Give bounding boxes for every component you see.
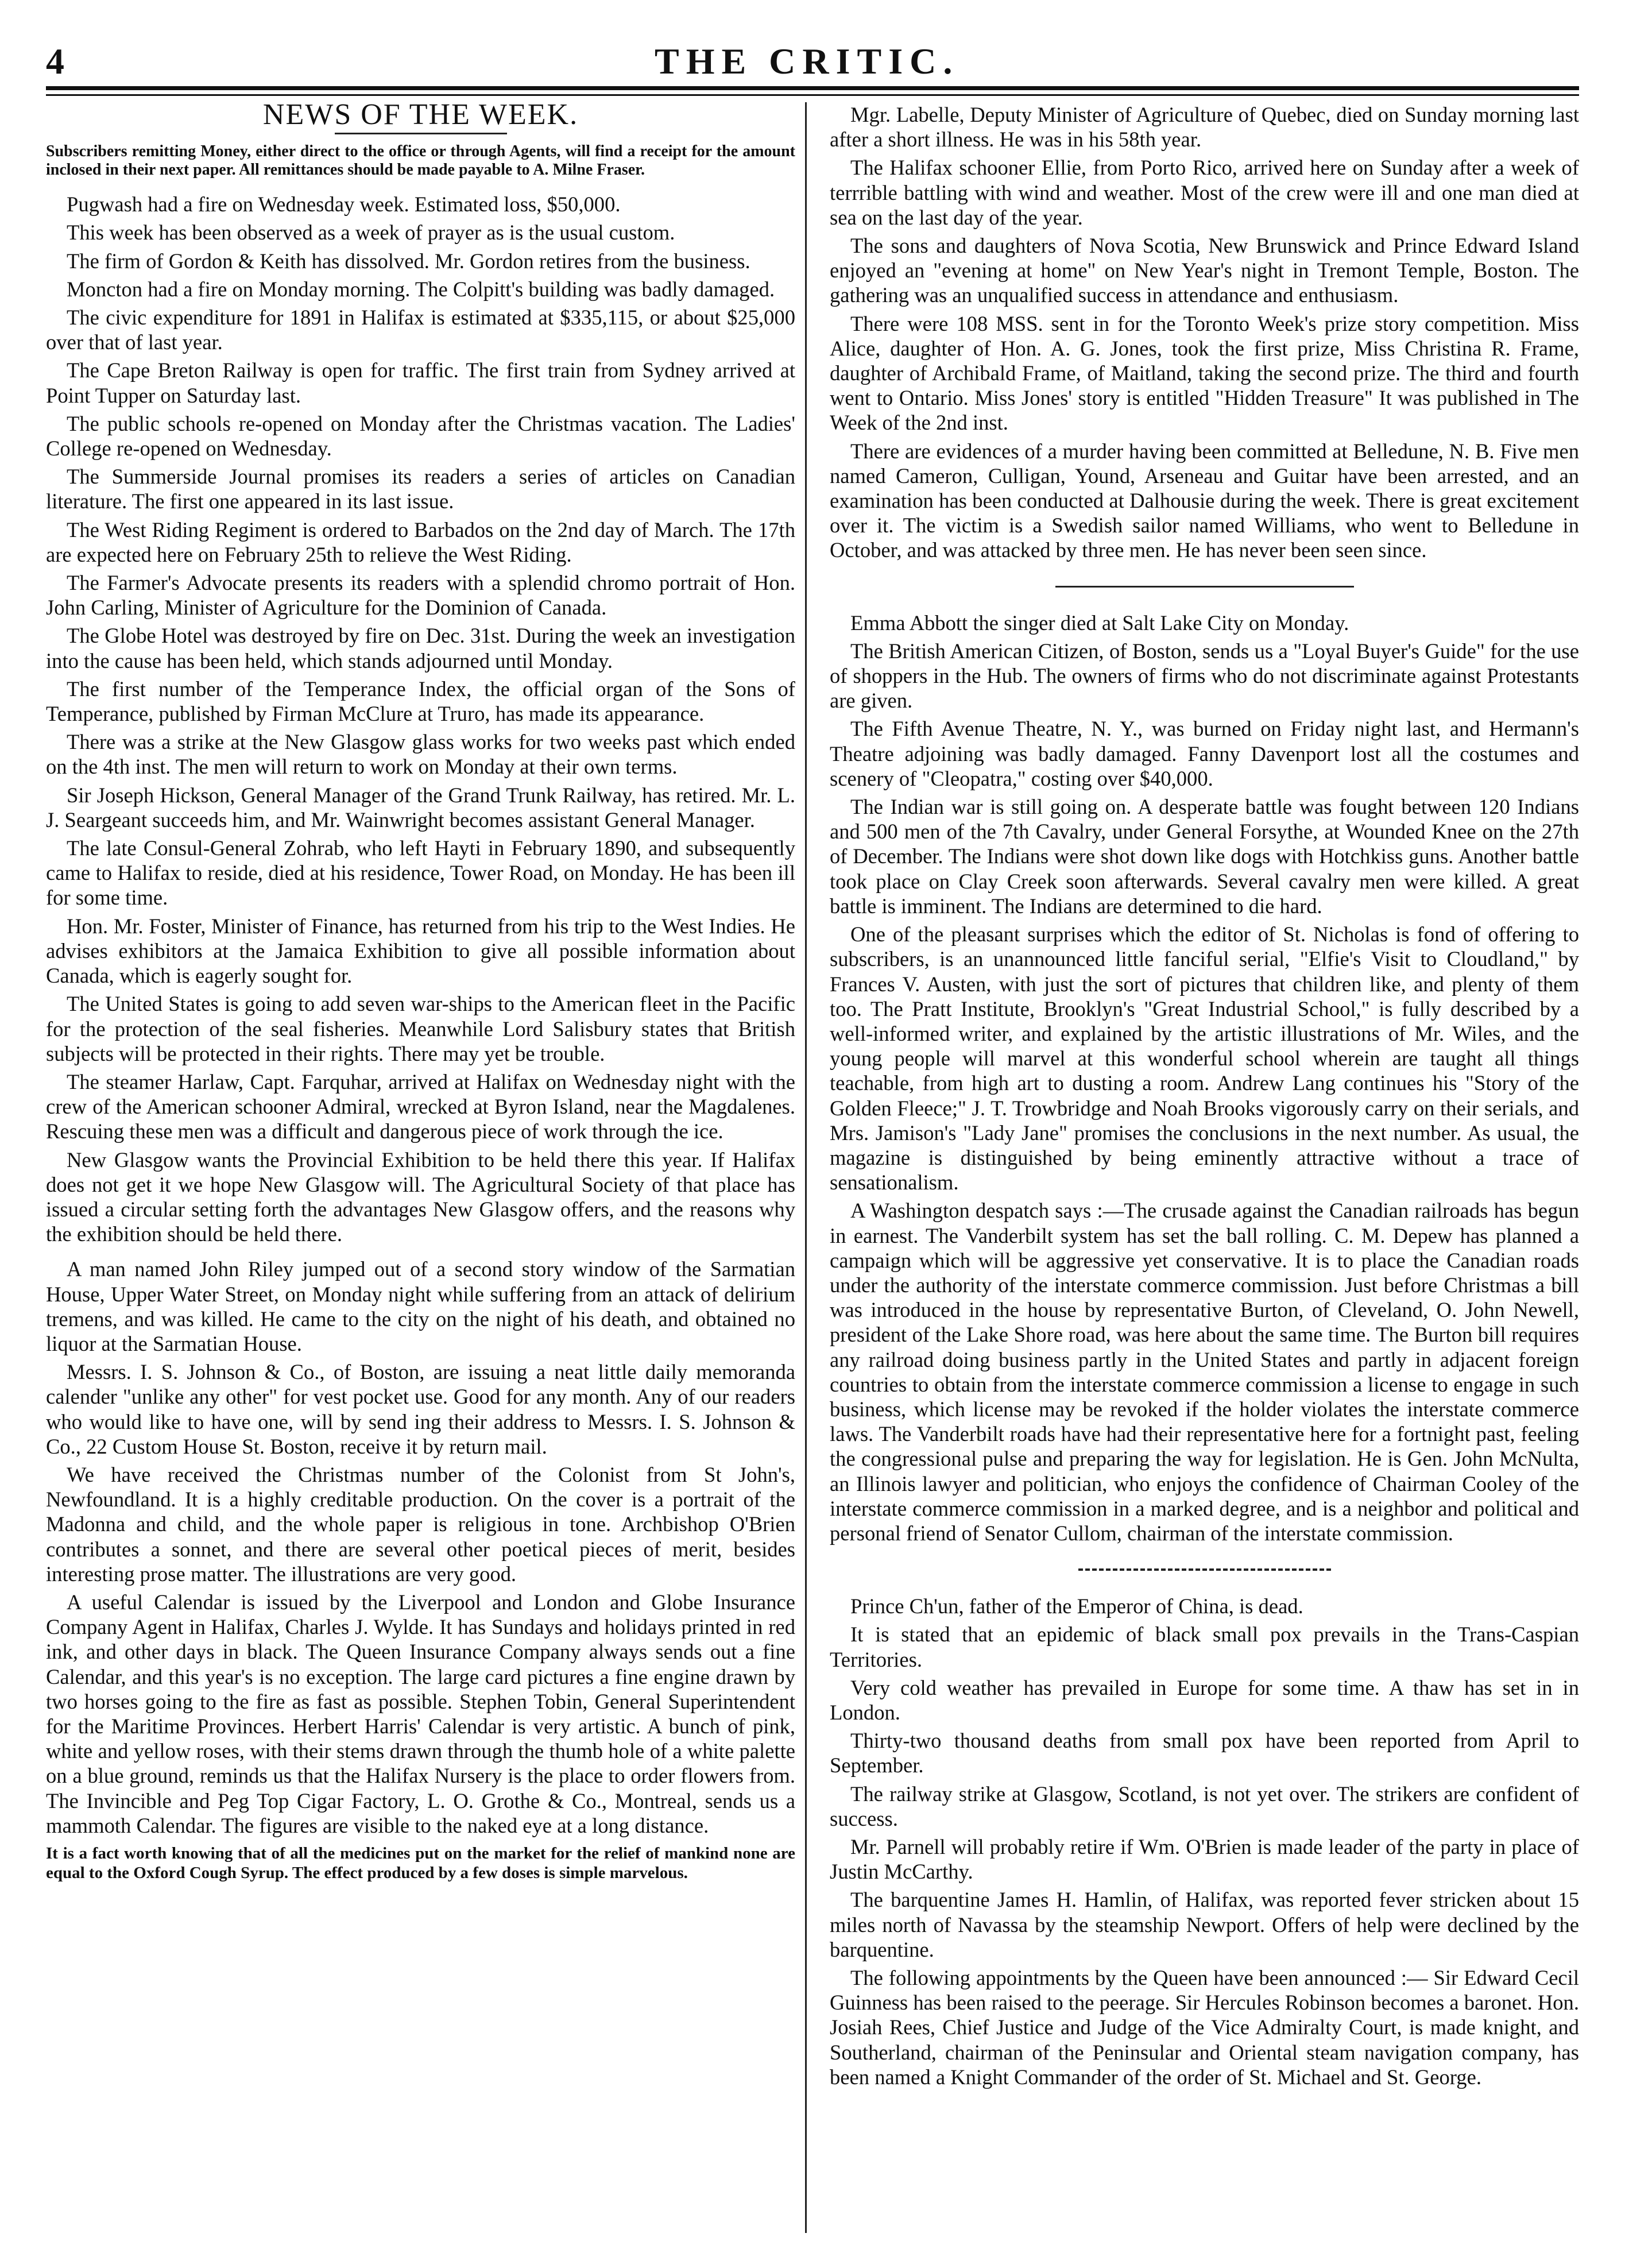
news-item: Moncton had a fire on Monday morning. The Colpitt's building was badly damaged. bbox=[67, 277, 775, 301]
section-separator bbox=[1055, 586, 1354, 588]
news-item: This week has been observed as a week of prayer as is the usual custom. bbox=[67, 221, 675, 245]
news-item: The Halifax schooner Ellie, from Porto Rico, arrived here on Sunday after a week of terrrible battling with wind and weather. Most of the crew were ill and one man died at sea on the last day of the year. bbox=[830, 156, 1579, 229]
left-column bbox=[46, 98, 795, 1899]
news-item: The civic expenditure for 1891 in Halifax is estimated at $335,115, or about $25,000 over that of last year. bbox=[46, 306, 795, 354]
advertisement-note: It is a fact worth knowing that of all the medicines put on the market for the relief of mankind none are equal to the Oxford Cough Syrup. The effect produced by a few doses is simple marvelous. bbox=[46, 1844, 795, 1882]
news-item: The sons and daughters of Nova Scotia, New Brunswick and Prince Edward Island enjoyed an "evening at home" on New Year's night in Tremont Temple, Boston. The gathering was an unqualified success in attendance and enthusiasm. bbox=[830, 234, 1579, 307]
title-rule bbox=[335, 133, 507, 134]
news-item: The late Consul-General Zohrab, who left Hayti in February 1890, and subsequently came to Halifax to reside, died at his residence, Tower Road, on Monday. He has been ill for some time. bbox=[46, 836, 795, 910]
news-item: The firm of Gordon & Keith has dissolved. Mr. Gordon retires from the business. bbox=[67, 249, 750, 273]
news-item: The British American Citizen, of Boston, sends us a "Loyal Buyer's Guide" for the use of shoppers in the Hub. The owners of firms who do not discriminate against Protestants are given. bbox=[830, 639, 1579, 713]
news-item: Hon. Mr. Foster, Minister of Finance, has returned from his trip to the West Indies. He advises exhibitors at the Jamaica Exhibition to give all possible information about Canada, which is eagerly sought for. bbox=[46, 914, 795, 988]
news-item: The Indian war is still going on. A desperate battle was fought between 120 Indians and 500 men of the 7th Cavalry, under General Forsythe, at Wounded Knee on the 27th of December. The Indians were shot down like dogs with Hotchkiss guns. Another battle took place on Clay Creek soon afterwards. Several cavalry men were killed. A great battle is imminent. The Indians are determined to die hard. bbox=[830, 795, 1579, 918]
news-item: A man named John Riley jumped out of a second story window of the Sarmatian House, Upper Water Street, on Monday night while suffering from an attack of delirium tremens, and was killed. He came to the city on the night of his death, and obtained no liquor at the Sarmatian House. bbox=[46, 1257, 795, 1355]
news-item: There were 108 MSS. sent in for the Toronto Week's prize story competition. Miss Alice, daughter of Hon. A. G. Jones, took the first prize, Miss Christina R. Frame, daughter of Archibald Frame, of Maitland, taking the second prize. The third and fourth went to Ontario. Miss Jones' story is entitled "Hidden Treasure" It was published in The Week of the 2nd inst. bbox=[830, 311, 1579, 435]
column-divider bbox=[805, 102, 807, 2233]
masthead bbox=[46, 40, 1579, 98]
section-title: NEWS OF THE WEEK. bbox=[262, 98, 579, 131]
news-item: Messrs. I. S. Johnson & Co., of Boston, are issuing a neat little daily memoranda calender "unlike any other" for vest pocket use. Good for any month. Any of our readers who would like to have one, will by send ing their address to Messrs. I. S. Johnson & Co., 22 Custom House St. Boston, receive it by return mail. bbox=[46, 1360, 795, 1458]
masthead-rule bbox=[46, 86, 1579, 90]
news-item: Mr. Parnell will probably retire if Wm. O'Brien is made leader of the party in place of Justin McCarthy. bbox=[830, 1835, 1579, 1884]
news-item: Thirty-two thousand deaths from small pox have been reported from April to September. bbox=[830, 1729, 1579, 1778]
news-item: Prince Ch'un, father of the Emperor of China, is dead. bbox=[850, 1594, 1303, 1618]
news-item: The railway strike at Glasgow, Scotland, is not yet over. The strikers are confident of success. bbox=[830, 1782, 1579, 1830]
journal-title: THE CRITIC. bbox=[655, 41, 959, 82]
news-item: The steamer Harlaw, Capt. Farquhar, arrived at Halifax on Wednesday night with the crew of the American schooner Admiral, wrecked at Byron Island, near the Magdalenes. Rescuing these men was a difficult and dangerous piece of work through the ice. bbox=[46, 1069, 795, 1143]
news-item: The Fifth Avenue Theatre, N. Y., was burned on Friday night last, and Hermann's Theatre adjoining was badly damaged. Fanny Davenport lost all the costumes and scenery of "Cleopatra," costing over $40,000. bbox=[830, 717, 1579, 790]
news-item: The Globe Hotel was destroyed by fire on Dec. 31st. During the week an investigation into the cause has been held, which stands adjourned until Monday. bbox=[46, 624, 795, 673]
news-item: Mgr. Labelle, Deputy Minister of Agriculture of Quebec, died on Sunday morning last after a short illness. He was in his 58th year. bbox=[830, 103, 1579, 152]
news-item: There are evidences of a murder having been committed at Belledune, N. B. Five men named Cameron, Culligan, Yound, Arseneau and Guitar have been arrested, and an examination has been conducted at Dalhousie during the week. There is great excitement over it. The victim is a Swedish sailor named Williams, who went to Belledune in October, and was attacked by three men. He has never been seen since. bbox=[830, 439, 1579, 562]
news-item: A useful Calendar is issued by the Liverpool and London and Globe Insurance Company Agent in Halifax, Charles J. Wylde. It has Sundays and holidays printed in red ink, and other days in black. The Queen Insurance Company always sends out a fine Calendar, and this year's is no exception. The large card pictures a fine engine drawn by two horses going to the fire as fast as possible. Stephen Tobin, General Superintendent for the Maritime Provinces. Herbert Harris' Calendar is very artistic. A bunch of pink, white and yellow roses, with their stems drawn through the thumb hole of a white palette on a blue ground, reminds us that the Halifax Nursery is the place to order flowers from. The Invincible and Peg Top Cigar Factory, L. O. Grothe & Co., Montreal, sends us a mammoth Calendar. The figures are visible to the naked eye at a long distance. bbox=[46, 1590, 795, 1837]
news-item: A Washington despatch says :—The crusade against the Canadian railroads has begun in earnest. The Vanderbilt system has set the ball rolling. C. M. Depew has planned a campaign which will be aggressive yet conservative. It is to place the Canadian roads under the authority of the interstate commerce commission. Just before Christmas a bill was introduced in the house by representative Burton, of Cleveland, O. John Newell, president of the Lake Shore road, was here about the same time. The Burton bill requires any railroad doing business partly in the United States and partly in adjacent foreign countries to obtain from the interstate commerce commission a license to engage in such business, which license may be revoked if the holder violates the interstate commerce laws. The Vanderbilt roads have had their representative here for a fortnight past, feeling the congressional pulse and preparing the way for legislation. He is Gen. John McNulta, an Illinois lawyer and politician, who enjoys the confidence of Chairman Cooley of the interstate commerce commission in a marked degree, and is a neighbor and political and personal friend of Senator Cullom, chairman of the interstate commission. bbox=[830, 1199, 1579, 1545]
page-number: 4 bbox=[46, 41, 64, 82]
news-item: One of the pleasant surprises which the editor of St. Nicholas is fond of offering to subscribers, is an unannounced little fanciful serial, "Elfie's Visit to Cloudland," by Frances V. Austen, with just the sort of pictures that children like, and plenty of them too. The Pratt Institute, Brooklyn's "Great Industrial School," is fully described by a well-informed writer, and explained by the artistic illustrations of Mr. Wiles, and the young people will marvel at this wonderful school wherein are taught all things teachable, from high art to dusting a room. Andrew Lang continues his "Story of the Golden Fleece;" J. T. Trowbridge and Noah Brooks vigorously carry on their serials, and Mrs. Jamison's "Lady Jane" promises the conclusions in the next number. As usual, the magazine is distinguished by being eminently attractive without a trace of sensationalism. bbox=[830, 922, 1579, 1195]
news-item: Emma Abbott the singer died at Salt Lake City on Monday. bbox=[850, 611, 1349, 635]
right-column bbox=[830, 102, 1579, 2093]
news-item: Very cold weather has prevailed in Europe for some time. A thaw has set in in London. bbox=[830, 1675, 1579, 1724]
news-item: Pugwash had a fire on Wednesday week. Estimated loss, $50,000. bbox=[67, 192, 621, 217]
news-item: There was a strike at the New Glasgow glass works for two weeks past which ended on the 4th inst. The men will return to work on Monday at their own terms. bbox=[46, 730, 795, 779]
news-item: The Cape Breton Railway is open for traffic. The first train from Sydney arrived at Point Tupper on Saturday last. bbox=[46, 358, 795, 407]
section-separator bbox=[1078, 1568, 1331, 1571]
masthead-rule-thin bbox=[46, 94, 1579, 96]
news-item: The West Riding Regiment is ordered to Barbados on the 2nd day of March. The 17th are expected here on February 25th to relieve the West Riding. bbox=[46, 517, 795, 566]
news-item: The Farmer's Advocate presents its readers with a splendid chromo portrait of Hon. John Carling, Minister of Agriculture for the Dominion of Canada. bbox=[46, 571, 795, 620]
news-item: The Summerside Journal promises its readers a series of articles on Canadian literature. The first one appeared in its last issue. bbox=[46, 465, 795, 513]
news-item: The following appointments by the Queen have been announced :— Sir Edward Cecil Guinness has been raised to the peerage. Sir Hercules Robinson becomes a baronet. Hon. Josiah Rees, Chief Justice and Judge of the Vice Admiralty Court, is made knight, and Southerland, chairman of the Peninsular and Oriental steam navigation company, has been named a Knight Commander of the order of St. Michael and St. George. bbox=[830, 1966, 1579, 2089]
news-item: New Glasgow wants the Provincial Exhibition to be held there this year. If Halifax does not get it we hope New Glasgow will. The Agricultural Society of that place has issued a circular setting forth the advantages New Glasgow offers, and the reasons why the exhibition should be held there. bbox=[46, 1147, 795, 1246]
news-item: The United States is going to add seven war-ships to the American fleet in the Pacific for the protection of the seal fisheries. Meanwhile Lord Salisbury states that British subjects will be protected in their rights. There may yet be trouble. bbox=[46, 992, 795, 1065]
news-item: We have received the Christmas number of the Colonist from St John's, Newfoundland. It is a highly creditable production. On the cover is a portrait of the Madonna and child, and the whole paper is religious in tone. Archbishop O'Brien contributes a sonnet, and there are several other poetical pieces of merit, besides interesting prose matter. The illustrations are very good. bbox=[46, 1462, 795, 1586]
news-item: It is stated that an epidemic of black small pox prevails in the Trans-Caspian Territories. bbox=[830, 1622, 1579, 1671]
news-item: Sir Joseph Hickson, General Manager of the Grand Trunk Railway, has retired. Mr. L. J. Seargeant succeeds him, and Mr. Wainwright becomes assistant General Manager. bbox=[46, 783, 795, 832]
news-item: The first number of the Temperance Index, the official organ of the Sons of Temperance, published by Firman McClure at Truro, has made its appearance. bbox=[46, 677, 795, 726]
news-item: The public schools re-opened on Monday after the Christmas vacation. The Ladies' College re-opened on Wednesday. bbox=[46, 411, 795, 461]
subscriber-note: Subscribers remitting Money, either direct to the office or through Agents, will find a receipt for the amount inclosed in their next paper. All remittances should be made payable to A. Milne Fraser. bbox=[46, 142, 795, 179]
news-item: The barquentine James H. Hamlin, of Halifax, was reported fever stricken about 15 miles north of Navassa by the steamship Newport. Offers of help were declined by the barquentine. bbox=[830, 1888, 1579, 1961]
